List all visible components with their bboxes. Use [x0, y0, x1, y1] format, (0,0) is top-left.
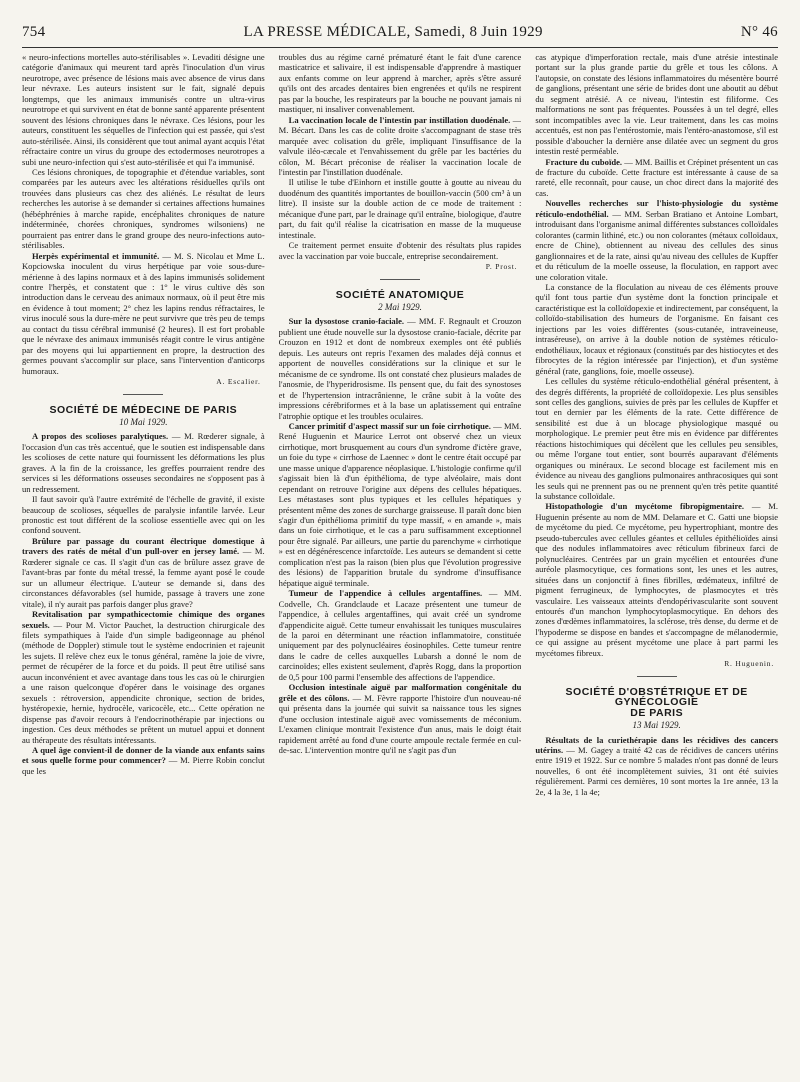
article-paragraph — [279, 421, 522, 588]
article-body: — MM. Serban Bratiano et Antoine Lombart, introduisant dans l'organisme animal différentes substances colloïdales colorantes (carmin lithiné, etc.) ou non colorantes (métaux colloïdaux, encre de Chine), obtiennent au niveau des cellules des sinus ganglionnaires et de la rate, ainsi qu'au niveau des cellules de Kupffer et du réticulum de la moelle osseuse, la floculation, en rapport avec une coloration vitale. — [535, 208, 779, 282]
page-header — [22, 24, 778, 41]
article-paragraph — [279, 316, 522, 421]
article-heading: Fracture du cuboïde. — [545, 156, 623, 167]
article-paragraph — [22, 431, 265, 494]
column-right — [535, 52, 778, 1082]
article-paragraph — [22, 536, 265, 609]
paragraph: La constance de la floculation au niveau de ces éléments prouve qu'il font tous partie d'un système dont la fonction principale et caractéristique est la colloïdopexie et indirectement, par conséquent, la colloïdo-stabilisation des humeurs de l'organisme. En faisant ces injections par les voies différentes (sous-cutanée, intraveineuse, intraséreuse), on arrive à la double notion de systèmes réticulo-endothéliaux, locaux et régionaux (constitués par des histiocytes et des fibrocytes de la région intéressée par l'injection), et d'un système général (rate, ganglions, foie, moelle osseuse). — [535, 281, 779, 376]
article-body: — MM. René Huguenin et Maurice Lerrot ont observé chez un vieux cirrhotique, mort brusquement au cours d'un syndrome d'ictère grave, un foie du type « cirrhose de Laennec » dont le centre était occupé par une masse unique d'apparence néoplasique. L'histologie confirme qu'il s'agissait bien là d'un épithélioma, de type alvéolaire, mais dont cependant on retrouve l'origine aux dépens des cellules hépatiques. Les métastases sont plus typiques et les cellules hépatiques y présentent même des zones de surcharge graisseuse. Il paraît donc bien s'agir d'un épithélioma primitif du type massif, « en amande », mais dans un foie cirrhotique, et le cas a paru suffisamment exceptionnel pour être signalé. Par ailleurs, une partie du parenchyme « cirrhotique » est en dégénérescence infarctoïde. Les auteurs se demandent si cette complication n'est pas la raison (bien plus que l'évolution progressive des lésions) de l'apparition brutale du syndrome d'insuffisance hépatique aiguë terminale. — [278, 420, 522, 588]
article-body: — MM. F. Regnault et Crouzon publient une étude nouvelle sur la dysostose cranio-faciale, décrite par Crouzon en 1912 et dont de nombreux exemples ont été publiés depuis. Les auteurs ont repris l'examen des malades déjà connus et apportent de nouvelles considérations sur la clinique et sur le mécanisme de ce syndrome. Ils ont constaté chez plusieurs malades de l'anosmie, de l'hyperidrosisme. Ils pensent que, du fait des synostoses et de l'hypertension intracrânienne, le crâne subit à la voûte des impressions cérébriformes et à la base un aplatissement qui entraîne l'atrophie optique et les troubles oculaires. — [278, 316, 522, 421]
page-number: 754 — [22, 24, 46, 40]
article-body: — Pour M. Victor Pauchet, la destruction chirurgicale des filets sympathiques à l'aide d'un simple badigeonnage au phénol (méthode de Doppler) stimule tout le système endocrinien et rajeunit les sujets. Il relève chez eux le tonus général, ramène la joie de vivre, permet de récupérer de la force et du poids. Il peut être utilisé sans aucun inconvénient et avec avantage dans tous les cas où le chirurgien a une raison quelconque d'opérer dans le voisinage des organes sexuels : rétroversion, appendicite chronique, section de brides, hystéropexie, hernie, hydrocèle, varicocèle, etc... Cette opération ne dispense pas d'avoir recours à l'endocrinothérapie par injections ou ingestion. Ces deux méthodes se prêtent un mutuel appui et donnent au thérapeute des résultats intéressants. — [22, 619, 265, 745]
section-title-line: DE PARIS — [630, 706, 684, 719]
article-body: — M. Gagey a traité 42 cas de récidives de cancers utérins entre 1919 et 1922. Sur ce nombre 5 malades n'ont pas donné de leurs nouvelles, 6 ont été incomplètement suivies, 31 ont été suivies régulièrement. Parmi ces dernières, 10 sont mortes la 1re année, 13 la 2e, 4 la 3e, 1 la 4e; — [535, 745, 779, 797]
section-title: SOCIÉTÉ DE MÉDECINE DE PARIS — [49, 403, 238, 416]
article-body: — M. Pierre Robin conclut que les — [22, 755, 265, 776]
column-middle — [279, 52, 522, 1082]
section-title — [535, 687, 778, 718]
section-title: SOCIÉTÉ ANATOMIQUE — [335, 288, 465, 301]
article-paragraph — [22, 745, 265, 776]
article-paragraph — [279, 588, 522, 682]
paragraph: Il faut savoir qu'à l'autre extrémité de l'échelle de gravité, il existe beaucoup de scolioses, séquelles de paralysie infantile larvée. Leur pronostic est tout différent de la scoliose essentielle avec qui on les confond souvent. — [22, 494, 265, 536]
article-heading: Sur la dysostose cranio-faciale. — [288, 316, 405, 327]
divider — [123, 394, 163, 395]
article-body: — M. Huguenin présente au nom de MM. Delamare et C. Gatti une biopsie de mycétome du pied. Ce mycétome, peu hypertrophiant, montre des pseudo-tubercules avec cellules géantes et cellules épithélioïdes ainsi que des nodules inflammatoires avec réticulum fibrineux farci de polynucléaires. Centrées par un grain mycélien et entourées d'une auréole plasmocytique, ces formations sont, les unes et les autres, situées dans un conjonctif à fines fibrilles, œdémateux, infiltré de pigment ferrugineux, de lymphocytes, de plasmocytes et très vasculaire. Les vaisseaux atteints d'endopérivascularite sont souvent entourés d'un manchon lymphocytoplasmocytique. En dehors des zones d'œdèmes inflammatoires, la sclérose, très dense, du derme et de l'hypoderme se dispose en bandes et s'accompagne de mélanodermie, ce qui assigne au présent mycétome une place à part parmi les mycétomes fibreux. — [535, 501, 779, 658]
issue-number: N° 46 — [740, 24, 778, 40]
header-rule — [22, 47, 778, 48]
paragraph: « neuro-infections mortelles auto-stérilisables ». Levaditi désigne une catégorie d'animaux qui meurent tard après l'inoculation d'un virus neurotrope, avec présence de lésions mais avec absence de virus dans leur névraxe. Les auteurs insistent sur le fait, signalé depuis longtemps, que les animaux immunisés contre un ultra-virus neurotrope et qui survivent en état de bonne santé apparente présentent souvent des lésions chroniques dans le névraxe. Ces lésions, pour les auteurs, constituent les séquelles de l'infection qui est passée, qui s'est auto-stérilisée. Ainsi, ils considèrent que tout animal ayant acquis l'état réfractaire contre un virus du groupe des ectodermoses neurotropes a subi une neuro-infection qui s'est auto-stérilisée et qui l'a immunisé. — [22, 52, 265, 167]
article-heading: Résultats de la curiethérapie dans les récidives des cancers utérins. — [535, 734, 779, 755]
columns — [22, 52, 778, 1082]
article-body: — M. Bécart. Dans les cas de colite droite s'accompagnant de stase très marquée avec colisation du grêle, impliquant l'insuffisance de la valvule iléo-cæcale et l'envahissement du grêle par les bactéries du côlon, M. Bécart préconise de réaliser la vaccination locale de l'intestin par l'instillation duodénale. — [278, 114, 522, 177]
article-paragraph — [535, 157, 778, 199]
paragraph: Les cellules du système réticulo-endothélial général présentent, à des degrés différents, la propriété de colloïdopexie. Les plus sensibles sont celles des ganglions, suivies de près par les cellules de Kupffer et tout en dernier par les éléments de la rate. Cette différence de sensibilité est due à un blocage physiologique masqué ou morphologique. Le premier peut être mis en évidence par différentes réactions histochimiques qui décèlent que les cellules peu sensibles, ou même l'organe tout entier, sont bourrés auparavant d'éléments organiques ou minéraux. Le second blocage est facilement mis en évidence au niveau des ganglions pulmonaires anthracosiques qui sont les seuls qui ne prennent pas ou ne prennent qu'en très petite quantité la substance colloïdale. — [535, 376, 779, 502]
article-heading: Occlusion intestinale aiguë par malformation congénitale du grêle et des côlons. — [278, 682, 522, 703]
article-heading: A propos des scolioses paralytiques. — [32, 431, 169, 442]
article-body: — M. Rœderer signale, à l'occasion d'un cas très accentué, que le soutien est indispensable dans les scolioses de cette nature qui fournissent les déformations les plus graves. A la fin de la croissance, les greffes pourraient rendre des services si les déformations osseuses secondaires ne s'opposent pas à un redressement. — [22, 431, 265, 494]
journal-title: LA PRESSE MÉDICALE, Samedi, 8 Juin 1929 — [243, 24, 543, 40]
article-paragraph — [22, 609, 265, 745]
divider — [380, 279, 420, 280]
article-heading: La vaccination locale de l'intestin par instillation duodénale. — [288, 114, 511, 125]
divider — [637, 676, 677, 677]
article-paragraph — [279, 115, 522, 178]
section-date: 10 Mai 1929. — [119, 416, 168, 427]
signature: A. Escalier. — [216, 377, 261, 387]
article-paragraph — [535, 501, 778, 658]
signature: R. Huguenin. — [724, 659, 775, 669]
article-paragraph — [22, 251, 265, 376]
article-paragraph — [535, 735, 778, 798]
paragraph: Il utilise le tube d'Einhorn et instille goutte à goutte au niveau du duodénum des quantités importantes de bouillon-vaccin (500 cm³ à un litre). Il insiste sur la double action de ce mode de traitement : mécanique d'une part, par le drainage qu'il entraîne, biologique, d'autre part, du fait qu'il réalise la cicatrisation en masse de la muqueuse intestinale. — [278, 177, 522, 240]
paragraph: Ce traitement permet ensuite d'obtenir des résultats plus rapides avec la vaccination par voie buccale, entreprise secondairement. — [278, 240, 522, 261]
section-date: 2 Mai 1929. — [378, 301, 422, 312]
article-heading: A quel âge convient-il de donner de la viande aux enfants sains et sous quelle forme pour commencer? — [22, 745, 265, 766]
article-heading: Herpès expérimental et immunité. — [32, 250, 160, 261]
article-body: — MM. Baillis et Crépinet présentent un cas de fracture du cuboïde. Cette fracture est intéressante à cause de sa rareté, elle reconnaît, pour cause, un choc direct dans la majorité des cas. — [535, 156, 779, 198]
section-date: 13 Mai 1929. — [632, 720, 681, 731]
paragraph: Ces lésions chroniques, de topographie et d'étendue variables, sont comparées par les auteurs avec les altérations résiduelles qu'ils ont trouvées dans plusieurs cas chez des aliénés. Le résultat de leurs recherches les autorise à se demander si certaines affections humaines (hébéphrénies à marche rapide, encéphalites chroniques de nature indéterminée, chorées chroniques, syndromes wilsoniens) ne pourraient pas entrer dans le grand groupe des neuro-infections auto-stérilisables. — [22, 166, 265, 251]
signature: P. Prost. — [485, 262, 518, 272]
article-heading: Brûlure par passage du courant électrique domestique à travers des ratés de métal d'un pull-over en jersey lamé. — [22, 535, 265, 557]
paragraph: troubles dus au régime carné prématuré étant le fait d'une carence masticatrice et salivaire, il est indispensable d'apprendre à mastiquer aux enfants comme on leur apprend à marcher, après s'être assuré qu'ils ont des arcades dentaires bien engrenées et qu'ils ne respirent pas par la bouche, les respirateurs par la bouche ne pouvant jamais ni mastiquer, ni insaliver convenablement. — [278, 52, 522, 115]
article-heading: Nouvelles recherches sur l'histo-physiologie du système réticulo-endothélial. — [535, 198, 779, 219]
article-body: — M. Rœderer signale ce cas. Il s'agit d'un cas de brûlure assez grave de l'avant-bras par fonte du métal tressé, la femme ayant posé le coude sur un allumeur électrique. L'auteur se demande si, dans des circonstances défavorables (sel humide, passage à travers une zone vitale), il n'y aurait pas parfois danger plus grave? — [22, 546, 265, 609]
article-heading: Cancer primitif d'aspect massif sur un foie cirrhotique. — [288, 420, 491, 431]
article-heading: Tumeur de l'appendice à cellules argentaffines. — [288, 588, 483, 599]
article-body: — M. Fèvre rapporte l'histoire d'un nouveau-né qui présenta dans la journée qui suivit sa naissance tous les signes d'une occlusion intestinale aiguë avec vomissements de méconium. L'examen clinique montrait l'existence d'un anus, mais le doigt était rapidement arrêté au fond d'une courte ampoule rectale fermée en cul-de-sac. L'intervention montre qu'il ne s'agit pas d'un — [278, 692, 522, 755]
article-heading: Revitalisation par sympathicectomie chimique des organes sexuels. — [22, 609, 265, 630]
section-title-line: SOCIÉTÉ D'OBSTÉTRIQUE ET DE GYNÉCOLOGIE — [565, 685, 748, 709]
article-body: — M. S. Nicolau et Mme L. Kopciowska inoculent du virus herpétique par voie sous-dure-mérienne à des lapins normaux et à des lapins immunisés solidement contre l'herpès, et constatent que : 1° le virus cultive dès son introduction dans le cerveau des animaux normaux, où il peut être mis en évidence à tout moment; 2° chez les lapins rendus réfractaires, le virus inoculé sous la dure-mère ne peut survivre que très peu de temps au contact du tissu cérébral immunisé (2 heures). Il est fort probable que le névraxe des animaux immunisés réagit contre le virus antigène par des moyens qui lui appartiennent en propre, la destruction des germes pouvant s'accomplir sur place, sans l'intervention d'anticorps humoraux. — [22, 250, 265, 376]
paragraph: cas atypique d'imperforation rectale, mais d'une atrésie intestinale portant sur la plus grande partie du grêle et tous les côlons. A l'autopsie, on constate des lésions inflammatoires du mésentère bourré de ganglions, présentant une série de brides dont une aboutit au début du segment atrésié. A ce niveau, l'intestin est filiforme. Ces malformations ne sont pas fréquentes. Poussées à un tel degré, elles sont incompatibles avec la vie. Leur traitement, dans les cas moins accentués, est non pas l'entérostomie, mais l'entéro-anastomose, s'il est possible d'aboucher la dernière anse dilatée avec un segment du gros intestin resté perméable. — [535, 52, 779, 157]
column-left — [22, 52, 265, 1082]
article-paragraph — [535, 198, 778, 282]
article-body: — MM. Codvelle, Ch. Grandclaude et Lacaze présentent une tumeur de l'appendice, à cellules argentaffines, qui avait créé un syndrome d'appendicite aiguë. Cette tumeur envahissait les tuniques musculaires de la paroi en déterminant une réaction inflammatoire, constituée uniquement par des polynucléaires éosinophiles. Cette tumeur rentre dans le cadre de celles auxquelles Lubarsh a donné le nom de carcinoïdes; elles existent seulement, d'après Rogg, dans la proportion de 0,5 pour 100 parmi l'ensemble des affections de l'appendice. — [278, 588, 522, 682]
article-heading: Histopathologie d'un mycétome fibropigmentaire. — [545, 501, 745, 512]
article-paragraph — [279, 682, 522, 755]
